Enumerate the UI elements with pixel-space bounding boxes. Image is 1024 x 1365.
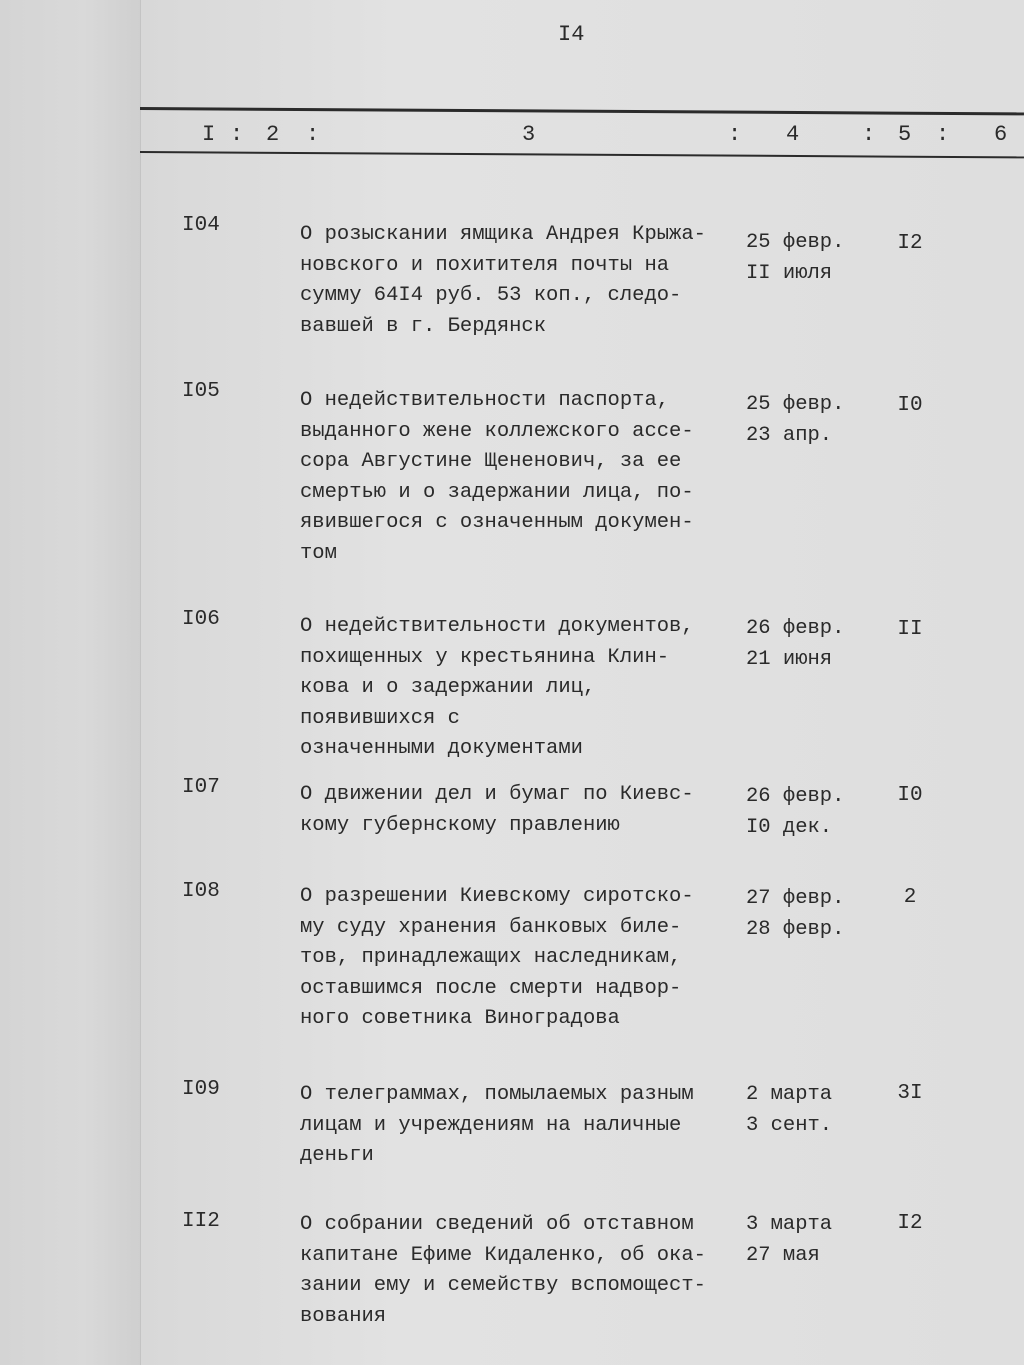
entry-dates: 25 февр. II июля bbox=[746, 231, 845, 285]
header-rule-top bbox=[140, 107, 1024, 115]
entry-description: О собрании сведений об отставном капитане Ефиме Кидаленко, об ока- зании ему и семейству вспомощест- вования bbox=[300, 1213, 706, 1328]
entry-sheet-count: 2 bbox=[903, 886, 917, 909]
entry-dates: 27 февр. 28 февр. bbox=[746, 887, 845, 941]
entry-description: О разрешении Киевскому сиротско- му суду хранения банковых биле- тов, принадлежащих наследникам, оставшимся после смерти надвор- ного советника Виноградова bbox=[300, 885, 694, 1030]
column-separator: : bbox=[862, 122, 877, 147]
entry-description: О движении дел и бумаг по Киевс- кому губернскому правлению bbox=[300, 783, 694, 837]
entry-dates: 26 февр. I0 дек. bbox=[746, 785, 845, 839]
column-header-6: 6 bbox=[994, 122, 1009, 147]
entry-sheet-count: I2 bbox=[897, 232, 923, 255]
entry-number: I07 bbox=[182, 776, 220, 799]
entry-number: I04 bbox=[182, 214, 220, 237]
column-separator: : bbox=[936, 122, 951, 147]
entry-number: I06 bbox=[182, 608, 220, 631]
entry-description: О недействительности документов, похищенных у крестьянина Клин- кова и о задержании лиц, появившихся с означенными документами bbox=[300, 615, 694, 760]
header-rule-bottom bbox=[140, 151, 1024, 158]
entry-dates: 25 февр. 23 апр. bbox=[746, 393, 845, 447]
entry-dates: 2 марта 3 сент. bbox=[746, 1083, 833, 1137]
entry-number: I08 bbox=[182, 880, 220, 903]
entry-description: О розыскании ямщика Андрея Крыжа- новского и похитителя почты на сумму 64I4 руб. 53 коп., следо- вавшей в г. Бердянск bbox=[300, 223, 706, 338]
entry-number: I09 bbox=[182, 1078, 220, 1101]
column-separator: : bbox=[728, 122, 743, 147]
column-header-1: I bbox=[202, 122, 217, 147]
entry-number: II2 bbox=[182, 1210, 220, 1233]
column-header-4: 4 bbox=[786, 122, 801, 147]
column-header-5: 5 bbox=[898, 122, 913, 147]
entry-sheet-count: II bbox=[897, 618, 923, 641]
entry-sheet-count: 3I bbox=[897, 1082, 923, 1105]
entry-dates: 26 февр. 21 июня bbox=[746, 617, 845, 671]
entry-sheet-count: I0 bbox=[897, 784, 923, 807]
entry-description: О телеграммах, помылаемых разным лицам и учреждениям на наличные деньги bbox=[300, 1083, 694, 1167]
page-number: I4 bbox=[558, 22, 585, 47]
entry-sheet-count: I0 bbox=[897, 394, 923, 417]
column-separator: : bbox=[230, 122, 245, 147]
column-separator: : bbox=[306, 122, 321, 147]
column-header-2: 2 bbox=[266, 122, 281, 147]
entry-sheet-count: I2 bbox=[897, 1212, 923, 1235]
entry-number: I05 bbox=[182, 380, 220, 403]
column-header-3: 3 bbox=[522, 122, 537, 147]
entry-description: О недействительности паспорта, выданного жене коллежского ассе- сора Августине Щененович, за ее смертью и о задержании лица, по- явившегося с означенным докумен- том bbox=[300, 389, 694, 565]
entry-dates: 3 марта 27 мая bbox=[746, 1213, 833, 1267]
adjacent-page-edge bbox=[0, 0, 141, 1365]
